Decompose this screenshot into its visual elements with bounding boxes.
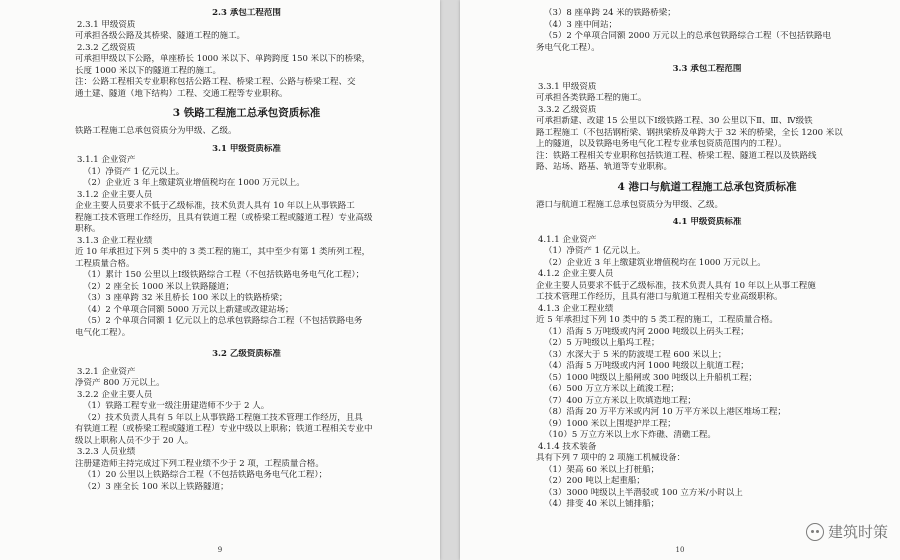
- text-line: （5）2 个单项合同额 1 亿元以上的总承包铁路综合工程（不包括铁路电务: [83, 316, 363, 326]
- text-line: 上的隧道，以及铁路电务电气化工程专业承包资质范围内的工程）。: [536, 139, 787, 149]
- text-line: 3.1.2 企业主要人员: [77, 189, 153, 200]
- text-line: 3.2.2 企业主要人员: [77, 389, 153, 400]
- text-line: 可承担新建、改建 15 公里以下Ⅰ级铁路工程、30 公里以下Ⅱ、Ⅲ、Ⅳ级铁: [536, 116, 813, 126]
- text-line: 工技术管理工作经历，且具有港口与航道工程相关专业高级职称。: [536, 292, 783, 302]
- text-line: （1）沿海 5 万吨级或内河 2000 吨级以上码头工程；: [544, 326, 749, 337]
- page-text-right: [536, 8, 878, 511]
- text-line: 港口与航道工程施工总承包资质分为甲级、乙级。: [536, 199, 724, 210]
- text-line: 企业主要人员要求不低于乙级标准，技术负责人具有 10 年以上从事铁路工: [75, 201, 355, 211]
- text-line: 4.1.2 企业主要人员: [538, 269, 614, 279]
- watermark-text: 建筑时策: [827, 523, 888, 541]
- text-line: 3.3.1 甲级资质: [538, 81, 597, 92]
- section-heading: 3 铁路工程施工总承包资质标准: [172, 107, 321, 119]
- text-line: （3）8 座单跨 24 米的铁路桥梁；: [544, 8, 676, 18]
- text-line: 工程质量合格。: [75, 258, 135, 269]
- text-line: （4）沿海 5 万吨级或内河 1000 吨级以上航道工程；: [544, 361, 749, 371]
- page-text-left: [75, 8, 418, 493]
- text-line: （2）企业近 3 年上缴建筑业增值税均在 1000 万元以上。: [83, 178, 305, 188]
- text-line: 铁路工程施工总承包资质分为甲级、乙级。: [75, 126, 237, 136]
- text-line: 3.3.2 乙级资质: [538, 104, 597, 115]
- text-line: 3.1.3 企业工程业绩: [77, 235, 153, 246]
- text-line: （1）净资产 1 亿元以上。: [83, 166, 185, 177]
- page-number: 10: [675, 546, 685, 554]
- section-heading: 4 港口与航道工程施工总承包资质标准: [617, 180, 797, 193]
- page-number: 9: [217, 546, 223, 554]
- text-line: 级以上职称人员不少于 20 人。: [75, 435, 194, 446]
- text-line: 路、站场、路基、轨道等专业职称。: [536, 162, 673, 172]
- spacer: [75, 339, 418, 349]
- text-line: 具有下列 7 项中的 2 项施工机械设备：: [536, 453, 686, 463]
- document-page-left: [0, 0, 440, 560]
- text-line: （6）500 万立方米以上疏浚工程；: [544, 384, 679, 394]
- text-line: （3）3 座单跨 32 米且桥长 100 米以上的铁路桥梁；: [83, 293, 288, 303]
- text-line: （7）400 万立方米以上吹填造地工程；: [544, 395, 696, 406]
- text-line: 务电气化工程）。: [536, 42, 600, 53]
- text-line: （2）企业近 3 年上缴建筑业增值税均在 1000 万元以上。: [544, 257, 766, 268]
- text-line: 4.1.4 技术装备: [538, 441, 597, 452]
- text-line: 注：公路工程相关专业职称包括公路工程、桥梁工程、公路与桥梁工程、交: [75, 77, 356, 87]
- text-line: （1）20 公里以上铁路综合工程（不包括铁路电务电气化工程）；: [83, 470, 328, 480]
- text-line: （9）1000 米以上围堤护岸工程；: [544, 418, 676, 429]
- text-line: 职称。: [75, 224, 101, 234]
- text-line: （3）水深大于 5 米的防波堤工程 600 米以上；: [544, 349, 727, 360]
- subsection-heading: 2.3 承包工程范围: [212, 8, 281, 18]
- spacer: [536, 54, 878, 64]
- text-line: （1）架高 60 米以上打桩船；: [544, 464, 660, 475]
- text-line: 2.3.1 甲级资质: [77, 19, 136, 30]
- text-line: 注：铁路工程相关专业职称包括铁道工程、桥梁工程、隧道工程以及铁路线: [536, 150, 817, 161]
- text-line: 3.2.3 人员业绩: [77, 447, 136, 457]
- text-line: 可承担甲级以下公路，单座桥长 1000 米以下、单跨跨度 150 米以下的桥梁，: [75, 54, 371, 64]
- subsection-heading: 4.1 甲级资质标准: [672, 217, 742, 227]
- subsection-heading: 3.3 承包工程范围: [672, 64, 742, 74]
- text-line: 3.2.1 企业资产: [77, 366, 136, 377]
- text-line: （10）5 万立方米以上水下炸礁、清礁工程。: [544, 430, 716, 440]
- text-line: （2）3 座全长 100 米以上铁路隧道；: [83, 481, 229, 492]
- text-line: 3.1.1 企业资产: [77, 155, 136, 165]
- text-line: （4）3 座中间站；: [544, 19, 618, 30]
- text-line: （2）5 万吨级以上船坞工程；: [544, 338, 660, 348]
- text-line: 长度 1000 米以下的隧道工程的施工。: [75, 65, 222, 76]
- text-line: （3）3000 吨级以上半潜驳或 100 立方米/小时以上: [544, 487, 743, 498]
- text-line: 电气化工程）。: [75, 327, 131, 338]
- text-line: 近 10 年承担过下列 5 类中的 3 类工程的施工，其中至少有第 1 类所列工程，: [75, 247, 371, 257]
- text-line: 企业主要人员要求不低于乙级标准，技术负责人具有 10 年以上从事工程施: [536, 280, 816, 291]
- text-line: （1）铁路工程专业一级注册建造师不少于 2 人。: [83, 401, 270, 411]
- text-line: 4.1.3 企业工程业绩: [538, 303, 614, 314]
- text-line: （4）排变 40 米以上铺排船；: [544, 499, 660, 509]
- text-line: 2.3.2 乙级资质: [77, 42, 136, 53]
- text-line: 通土建、隧道（地下结构）工程、交通工程等专业职称。: [75, 88, 288, 99]
- watermark: [806, 521, 888, 542]
- document-page-right: [460, 0, 900, 560]
- text-line: 净资产 800 万元以上。: [75, 378, 165, 388]
- text-line: 路工程施工（不包括钢桁梁、钢拱梁桥及单跨大于 32 米的桥梁，全长 1200 米以: [536, 127, 843, 138]
- text-line: 程施工技术管理工作经历，且具有铁道工程（或桥梁工程或隧道工程）专业高级: [75, 212, 373, 223]
- text-line: 近 5 年承担过下列 10 类中的 5 类工程的施工，工程质量合格。: [536, 315, 778, 325]
- text-line: 4.1.1 企业资产: [538, 234, 597, 245]
- subsection-heading: 3.1 甲级资质标准: [212, 143, 281, 154]
- text-line: （2）2 座全长 1000 米以上铁路隧道；: [83, 281, 235, 292]
- text-line: （5）2 个单项合同额 2000 万元以上的总承包铁路综合工程（不包括铁路电: [544, 31, 832, 41]
- text-line: （1）累计 150 公里以上Ⅰ级铁路综合工程（不包括铁路电务电气化工程）；: [83, 270, 365, 280]
- text-line: （2）200 吨以上起重船；: [544, 476, 645, 486]
- text-line: （5）1000 吨级以上船闸或 300 吨级以上升船机工程；: [544, 372, 757, 383]
- subsection-heading: 3.2 乙级资质标准: [212, 349, 281, 359]
- text-line: 可承担各级公路及其桥梁、隧道工程的施工。: [75, 31, 246, 41]
- text-line: 有铁道工程（或桥梁工程或隧道工程）专业中级以上职称；铁道工程相关专业中: [75, 424, 373, 434]
- wechat-icon: [806, 523, 824, 541]
- text-line: 可承担各类铁路工程的施工。: [536, 93, 647, 103]
- text-line: （4）2 个单项合同额 5000 万元以上新建或改建站场；: [83, 304, 294, 315]
- text-line: （8）沿海 20 万平方米或内河 10 万平方米以上港区堆场工程；: [544, 407, 786, 417]
- text-line: （2）技术负责人具有 5 年以上从事铁路工程施工技术管理工作经历，且具: [83, 412, 363, 423]
- text-line: 注册建造师主持完成过下列工程业绩不少于 2 项，工程质量合格。: [75, 458, 324, 469]
- text-line: （1）净资产 1 亿元以上。: [544, 246, 646, 256]
